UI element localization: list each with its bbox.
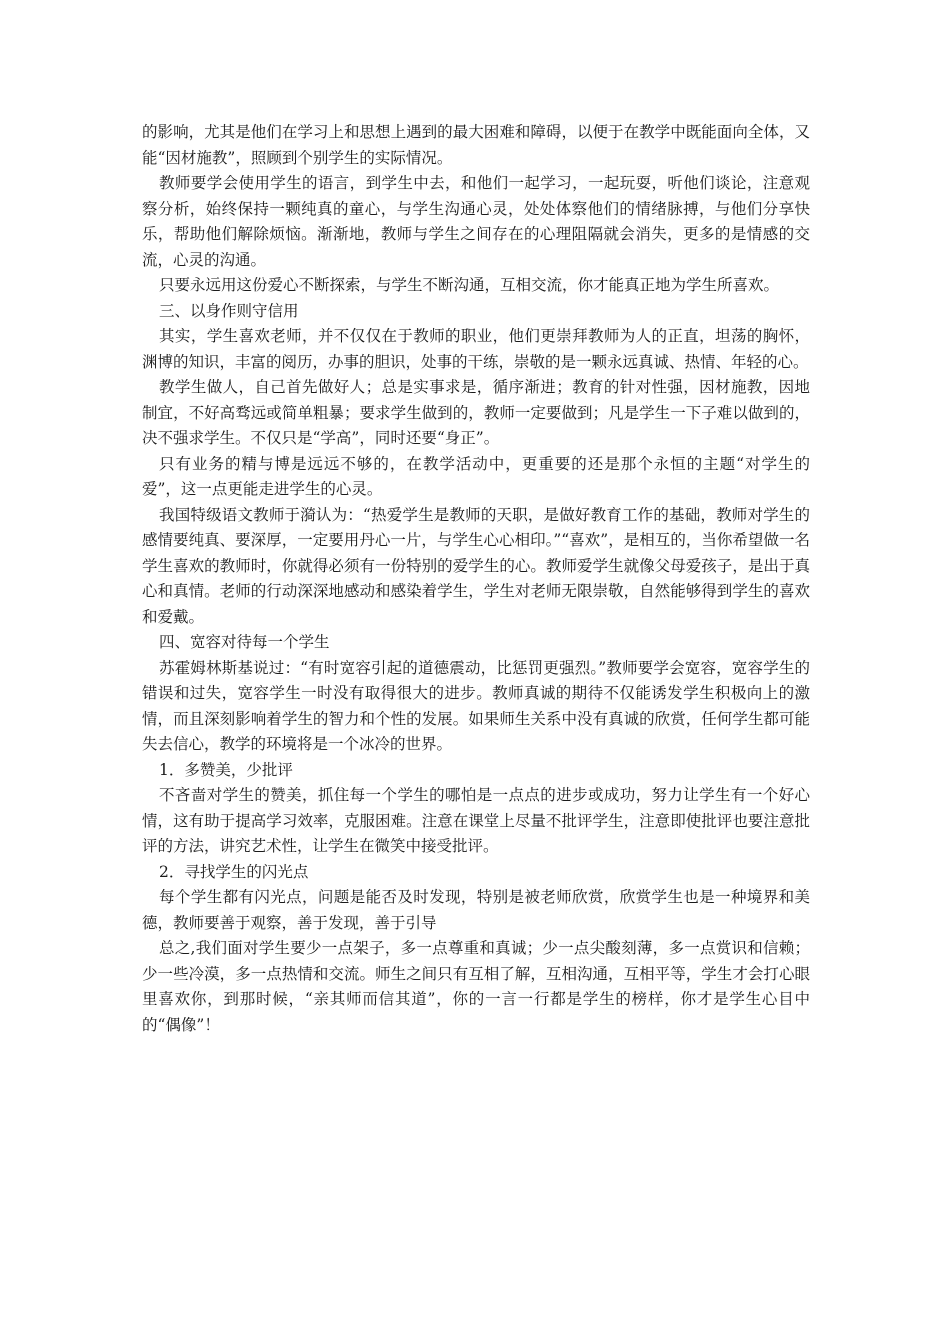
paragraph: 不吝啬对学生的赞美，抓住每一个学生的哪怕是一点点的进步或成功，努力让学生有一个好心情，这有助于提高学习效率，克服困难。注意在课堂上尽量不批评学生，注意即使批评也要注意批评的方法，讲究艺术性，让学生在微笑中接受批评。 [142,786,810,855]
section-heading: 四、宽容对待每一个学生 [159,633,330,651]
paragraph: 教学生做人，自己首先做好人；总是实事求是，循序渐进；教育的针对性强，因材施教，因地制宜，不好高骛远或简单粗暴；要求学生做到的，教师一定要做到；凡是学生一下子难以做到的，决不强求学生。不仅只是“学高”，同时还要“身正”。 [142,378,810,447]
paragraph: 只要永远用这份爱心不断探索，与学生不断沟通，互相交流，你才能真正地为学生所喜欢。 [159,276,780,294]
subsection-heading: 1．多赞美，少批评 [159,760,293,779]
paragraph: 只有业务的精与博是远远不够的，在教学活动中，更重要的还是那个永恒的主题“对学生的爱”，这一点更能走进学生的心灵。 [142,454,810,498]
section-heading: 三、以身作则守信用 [159,301,299,320]
paragraph: 每个学生都有闪光点，问题是能否及时发现，特别是被老师欣赏，欣赏学生也是一种境界和美德，教师要善于观察，善于发现，善于引导 [142,888,810,932]
paragraph-continuation: 的影响，尤其是他们在学习上和思想上遇到的最大困难和障碍，以便于在教学中既能面向全体，又能“因材施教”，照顾到个别学生的实际情况。 [142,123,810,167]
paragraph-conclusion: 总之,我们面对学生要少一点架子，多一点尊重和真诚；少一点尖酸刻薄，多一点赏识和信赖；少一些冷漠，多一点热情和交流。师生之间只有互相了解，互相沟通，互相平等，学生才会打心眼里喜欢你，到那时候，“亲其师而信其道”，你的一言一行都是学生的榜样，你才是学生心目中的“偶像”！ [142,939,810,1034]
paragraph: 教师要学会使用学生的语言，到学生中去，和他们一起学习，一起玩耍，听他们谈论，注意观察分析，始终保持一颗纯真的童心，与学生沟通心灵，处处体察他们的情绪脉搏，与他们分享快乐，帮助他们解除烦恼。渐渐地，教师与学生之间存在的心理阻隔就会消失，更多的是情感的交流，心灵的沟通。 [142,174,810,269]
document-body [142,120,810,1038]
subsection-heading: 2．寻找学生的闪光点 [159,862,309,881]
paragraph: 其实，学生喜欢老师，并不仅仅在于教师的职业，他们更崇拜教师为人的正直，坦荡的胸怀，渊博的知识，丰富的阅历，办事的胆识，处事的干练，崇敬的是一颗永远真诚、热情、年轻的心。 [142,327,810,371]
paragraph: 苏霍姆林斯基说过：“有时宽容引起的道德震动，比惩罚更强烈。”教师要学会宽容，宽容学生的错误和过失，宽容学生一时没有取得很大的进步。教师真诚的期待不仅能诱发学生积极向上的激情，而且深刻影响着学生的智力和个性的发展。如果师生关系中没有真诚的欣赏，任何学生都可能失去信心，教学的环境将是一个冰冷的世界。 [142,658,810,753]
paragraph: 我国特级语文教师于漪认为：“热爱学生是教师的天职，是做好教育工作的基础，教师对学生的感情要纯真、要深厚，一定要用丹心一片，与学生心心相印。”“喜欢”，是相互的，当你希望做一名学生喜欢的教师时，你就得必须有一份特别的爱学生的心。教师爱学生就像父母爱孩子，是出于真心和真情。老师的行动深深地感动和感染着学生，学生对老师无限崇敬，自然能够得到学生的喜欢和爱戴。 [142,505,810,626]
